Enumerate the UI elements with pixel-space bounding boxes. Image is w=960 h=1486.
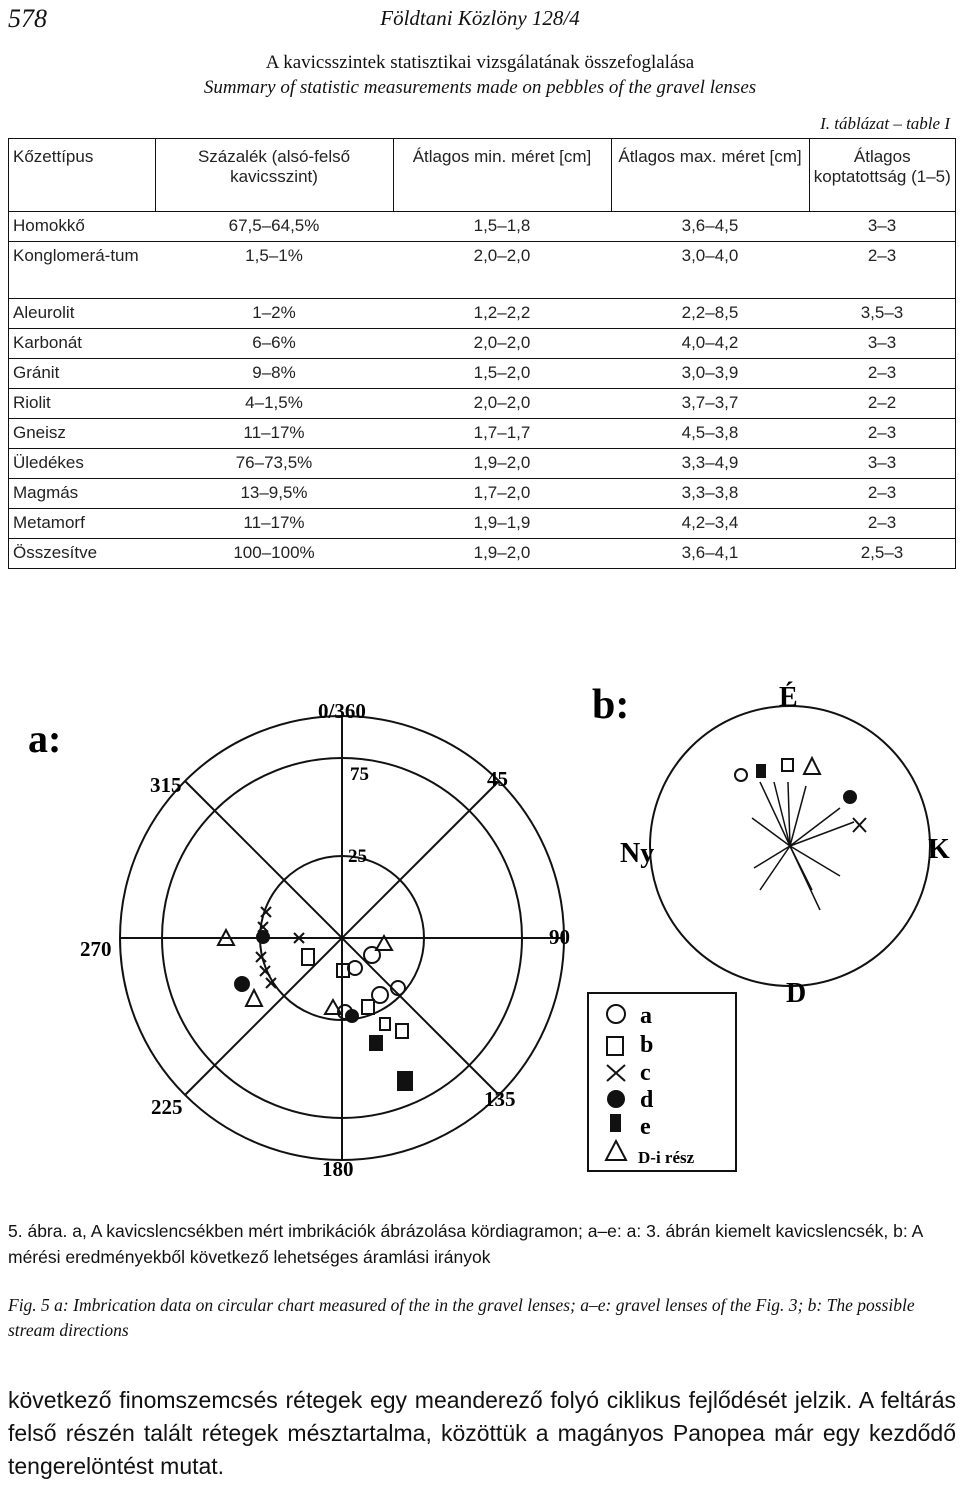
- column-header: Átlagos min. méret [cm]: [393, 139, 611, 212]
- value-cell: 3,6–4,5: [611, 212, 809, 242]
- rock-type-cell: Gránit: [9, 359, 156, 389]
- azimuth-label-n: 0/360: [318, 699, 366, 723]
- column-header: Kőzettípus: [9, 139, 156, 212]
- table-row: [9, 419, 956, 449]
- value-cell: 3,6–4,1: [611, 539, 809, 569]
- square-icon: [362, 1000, 374, 1014]
- value-cell: 2,0–2,0: [393, 329, 611, 359]
- value-cell: 1,5–2,0: [393, 359, 611, 389]
- value-cell: 4,0–4,2: [611, 329, 809, 359]
- value-cell: 1,7–1,7: [393, 419, 611, 449]
- value-cell: 3,5–3: [809, 299, 956, 329]
- table-row: [9, 449, 956, 479]
- rock-type-cell: Gneisz: [9, 419, 156, 449]
- value-cell: 13–9,5%: [155, 479, 393, 509]
- value-cell: 6–6%: [155, 329, 393, 359]
- table-row: [9, 389, 956, 419]
- table-title-hu: A kavicsszintek statisztikai vizsgálatának összefoglalása: [265, 52, 695, 73]
- cross-icon: [607, 1065, 625, 1081]
- panel-b-label: b:: [592, 682, 630, 728]
- filled-square-icon: [757, 765, 765, 777]
- rock-type-cell: Homokkő: [9, 212, 156, 242]
- table-row: [9, 479, 956, 509]
- value-cell: 9–8%: [155, 359, 393, 389]
- figure-caption-en: Fig. 5 a: Imbrication data on circular chart measured of the in the gravel lenses; a–e: gravel lenses of the Fig. 3; b: The possible stream directions: [8, 1295, 915, 1340]
- circle-icon: [607, 1005, 625, 1023]
- table-header-row: [9, 139, 956, 212]
- rock-type-cell: Riolit: [9, 389, 156, 419]
- value-cell: 3–3: [809, 212, 956, 242]
- compass-west: Ny: [620, 838, 655, 869]
- compass-south: D: [786, 978, 807, 1009]
- figure-5: [0, 670, 960, 1210]
- compass-north: É: [779, 682, 798, 713]
- cross-icon: [853, 818, 866, 832]
- triangle-icon: [804, 758, 820, 774]
- journal-header: Földtani Közlöny 128/4: [380, 6, 580, 30]
- table-row: [9, 299, 956, 329]
- value-cell: 2,2–8,5: [611, 299, 809, 329]
- value-cell: 3–3: [809, 449, 956, 479]
- value-cell: 100–100%: [155, 539, 393, 569]
- flow-lines: [752, 782, 854, 910]
- square-icon: [782, 759, 793, 771]
- legend: [588, 993, 736, 1171]
- filled-square-icon: [398, 1072, 412, 1090]
- rock-type-cell: Konglomerá-tum: [9, 242, 156, 299]
- direction-symbols: [735, 758, 866, 832]
- value-cell: 3–3: [809, 329, 956, 359]
- table-row: [9, 212, 956, 242]
- column-header: Százalék (alsó-felső kavicsszint): [155, 139, 393, 212]
- body-paragraph: következő finomszemcsés rétegek egy meanderező folyó ciklikus fejlődését jelzik. A feltárás felső részén talált rétegek mésztartalma, közöttük a magányos Panopea már egy kezdődő tengerelöntést mutat.: [8, 1387, 956, 1479]
- column-header: Átlagos max. méret [cm]: [611, 139, 809, 212]
- square-icon: [380, 1018, 390, 1030]
- column-header: Átlagos koptatottság (1–5): [809, 139, 956, 212]
- triangle-icon: [606, 1141, 626, 1160]
- value-cell: 4–1,5%: [155, 389, 393, 419]
- value-cell: 4,5–3,8: [611, 419, 809, 449]
- legend-label: D-i rész: [638, 1148, 695, 1167]
- value-cell: 1,7–2,0: [393, 479, 611, 509]
- plotted-symbols: [218, 907, 412, 1090]
- panel-a-label: a:: [28, 716, 62, 761]
- azimuth-label-s: 180: [322, 1157, 354, 1181]
- summary-table: [8, 138, 956, 569]
- legend-label: a: [640, 1003, 652, 1029]
- circle-icon: [735, 769, 747, 781]
- rock-type-cell: Magmás: [9, 479, 156, 509]
- page-number: 578: [8, 4, 47, 33]
- value-cell: 2,0–2,0: [393, 242, 611, 299]
- filled-circle-icon: [257, 931, 269, 943]
- value-cell: 11–17%: [155, 419, 393, 449]
- circle-icon: [372, 987, 388, 1003]
- value-cell: 2–3: [809, 509, 956, 539]
- azimuth-label-sw: 225: [151, 1095, 183, 1119]
- figure-caption-hu: 5. ábra. a, A kavicslencsékben mért imbrikációk ábrázolása kördiagramon; a–e: a: 3. ábrán kiemelt kavicslencsék, b: A mérési eredményekből következő lehetséges áramlási irányok: [8, 1221, 923, 1267]
- value-cell: 1,9–2,0: [393, 539, 611, 569]
- triangle-icon: [246, 990, 262, 1006]
- filled-square-icon: [370, 1036, 382, 1050]
- value-cell: 2,0–2,0: [393, 389, 611, 419]
- value-cell: 1,2–2,2: [393, 299, 611, 329]
- square-icon: [396, 1024, 408, 1038]
- square-icon: [302, 949, 314, 965]
- table-row: [9, 359, 956, 389]
- value-cell: 67,5–64,5%: [155, 212, 393, 242]
- value-cell: 1,5–1,8: [393, 212, 611, 242]
- circle-icon: [348, 961, 362, 975]
- value-cell: 2–3: [809, 242, 956, 299]
- rock-type-cell: Metamorf: [9, 509, 156, 539]
- value-cell: 1,9–1,9: [393, 509, 611, 539]
- value-cell: 2–3: [809, 419, 956, 449]
- value-cell: 1–2%: [155, 299, 393, 329]
- table-title-en: Summary of statistic measurements made on pebbles of the gravel lenses: [203, 77, 757, 98]
- azimuth-label-se: 135: [484, 1087, 516, 1111]
- value-cell: 2,5–3: [809, 539, 956, 569]
- filled-circle-icon: [607, 1090, 625, 1108]
- compass-east: K: [928, 834, 950, 865]
- value-cell: 3,3–4,9: [611, 449, 809, 479]
- square-icon: [607, 1037, 623, 1055]
- ring-label-75: 75: [350, 764, 369, 785]
- table-row: [9, 329, 956, 359]
- value-cell: 1,9–2,0: [393, 449, 611, 479]
- value-cell: 11–17%: [155, 509, 393, 539]
- value-cell: 1,5–1%: [155, 242, 393, 299]
- azimuth-label-e: 90: [549, 925, 570, 949]
- value-cell: 3,0–3,9: [611, 359, 809, 389]
- rock-type-cell: Üledékes: [9, 449, 156, 479]
- azimuth-label-w: 270: [80, 937, 112, 961]
- azimuth-label-ne: 45: [487, 767, 508, 791]
- value-cell: 3,3–3,8: [611, 479, 809, 509]
- value-cell: 2–3: [809, 359, 956, 389]
- table-row: [9, 539, 956, 569]
- table-body: [9, 212, 956, 569]
- value-cell: 3,7–3,7: [611, 389, 809, 419]
- table-row: [9, 509, 956, 539]
- rock-type-cell: Összesítve: [9, 539, 156, 569]
- value-cell: 4,2–3,4: [611, 509, 809, 539]
- value-cell: 3,0–4,0: [611, 242, 809, 299]
- legend-label: c: [640, 1060, 651, 1086]
- legend-label: d: [640, 1087, 654, 1113]
- value-cell: 76–73,5%: [155, 449, 393, 479]
- legend-label: e: [640, 1114, 651, 1140]
- ring-label-25: 25: [348, 846, 367, 867]
- table-row: [9, 242, 956, 299]
- table-label: I. táblázat – table I: [820, 114, 950, 133]
- filled-square-icon: [610, 1114, 621, 1132]
- legend-label: b: [640, 1032, 654, 1058]
- rock-type-cell: Aleurolit: [9, 299, 156, 329]
- value-cell: 2–3: [809, 479, 956, 509]
- value-cell: 2–2: [809, 389, 956, 419]
- azimuth-label-nw: 315: [150, 773, 182, 797]
- rock-type-cell: Karbonát: [9, 329, 156, 359]
- filled-circle-icon: [235, 977, 249, 991]
- filled-circle-icon: [844, 791, 856, 803]
- circle-icon: [364, 947, 380, 963]
